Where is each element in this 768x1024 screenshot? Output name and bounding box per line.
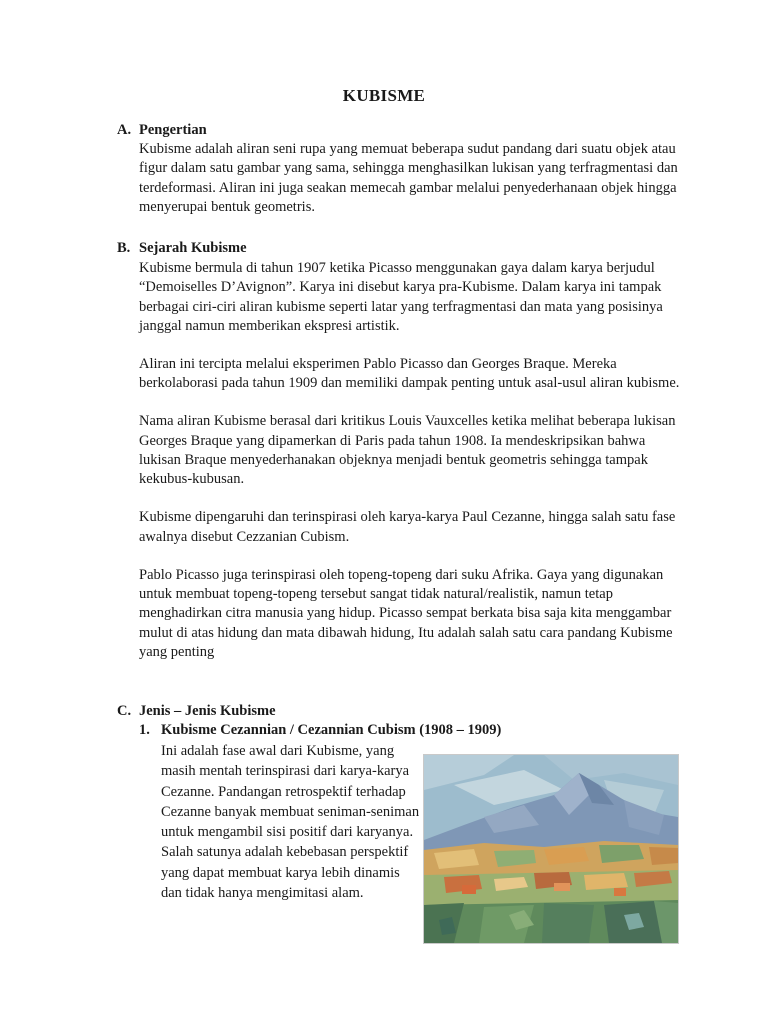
- section-body-pengertian: [139, 140, 684, 217]
- paragraph: Kubisme dipengaruhi dan terinspirasi oleh karya-karya Paul Cezanne, hingga salah satu fase awalnya disebut Cezzanian Cubism.: [139, 509, 676, 545]
- paragraph: Nama aliran Kubisme berasal dari kritikus Louis Vauxcelles ketika melihat beberapa lukisan Georges Braque yang dipamerkan di Paris pada tahun 1908. Ia mendeskripsikan bahwa lukisan Braque menyederhanakan objeknya menjadi bentuk geometris sehingga tampak kekubus-kubusan.: [139, 413, 676, 488]
- subsection-heading-text: Kubisme Cezannian / Cezannian Cubism (1908 – 1909): [161, 722, 502, 738]
- cezanne-landscape-painting: [423, 754, 679, 944]
- section-heading-text: Pengertian: [139, 122, 207, 138]
- section-body-sejarah: [139, 259, 684, 662]
- section-heading-jenis: [117, 703, 276, 720]
- paragraph: Aliran ini tercipta melalui eksperimen Pablo Picasso dan Georges Braque. Mereka berkolaborasi pada tahun 1909 dan memiliki dampak penting untuk asal-usul aliran kubisme.: [139, 355, 680, 392]
- section-heading-text: Jenis – Jenis Kubisme: [139, 703, 276, 719]
- section-heading-pengertian: [117, 122, 207, 139]
- section-heading-sejarah: [117, 240, 247, 257]
- section-marker: C.: [117, 703, 132, 719]
- subsection-marker: 1.: [139, 722, 150, 738]
- paragraph: Pablo Picasso juga terinspirasi oleh topeng-topeng dari suku Afrika. Gaya yang digunakan untuk membuat topeng-topeng tersebut sangat tidak natural/realistik, namun tetap menghadirkan citra manusia yang hidup. Picasso sempat berkata bisa saja kita menggambar mulut di atas hidung dan mata dibawah hidung, Itu adalah salah satu cara pandang Kubisme yang penting: [139, 566, 673, 660]
- paragraph: Kubisme bermula di tahun 1907 ketika Picasso menggunakan gaya dalam karya berjudul “Demoiselles D’Avignon”. Karya ini disebut karya pra-Kubisme. Dalam karya ini tampak berbagai ciri-ciri aliran kubisme seperti latar yang terfragmentasi dan mata yang posisinya janggal namun memberikan ekspresi artistik.: [139, 260, 663, 334]
- subsection-paragraph: Ini adalah fase awal dari Kubisme, yang masih mentah terinspirasi dari karya-karya Cezanne. Pandangan retrospektif terhadap Cezanne banyak membuat seniman-seniman untuk mengambil sisi positif dari karyanya. Salah satunya adalah kebebasan perspektif yang dapat membuat karya lebih dinamis dan tidak hanya mengimitasi alam.: [161, 743, 420, 902]
- paragraph: Kubisme adalah aliran seni rupa yang memuat beberapa sudut pandang dari suatu objek atau figur dalam satu gambar yang sama, sehingga menghasilkan lukisan yang terfragmentasi dan terdeformasi. Aliran ini juga seakan memecah gambar melalui penyederhanaan objek hingga menyerupai bentuk geometris.: [139, 141, 678, 215]
- document-title: KUBISME: [342, 86, 426, 105]
- section-marker: B.: [117, 240, 131, 256]
- section-marker: A.: [117, 122, 132, 138]
- subsection-heading-cezannian: [139, 722, 501, 739]
- section-heading-text: Sejarah Kubisme: [139, 240, 247, 256]
